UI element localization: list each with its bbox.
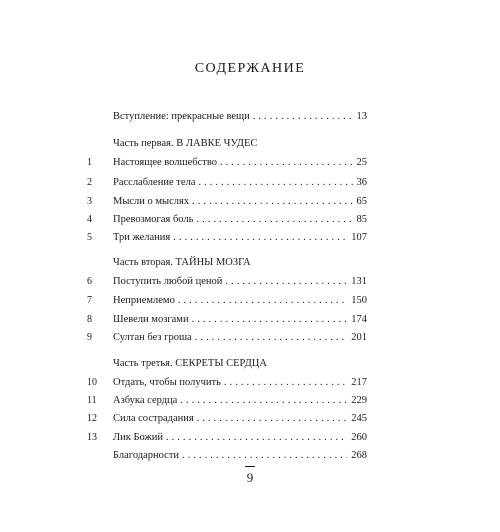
entry-label: Султан без гроша bbox=[113, 332, 192, 343]
part-heading-3: Часть третья. СЕКРЕТЫ СЕРДЦА bbox=[113, 358, 267, 369]
chapter-number: 11 bbox=[87, 395, 97, 406]
entry-label: Вступление: прекрасные вещи bbox=[113, 111, 250, 122]
toc-entry[interactable] bbox=[87, 156, 367, 170]
entry-label: Азбука сердца bbox=[113, 395, 178, 406]
part-heading-2: Часть вторая. ТАЙНЫ МОЗГА bbox=[113, 257, 251, 268]
toc-entry[interactable] bbox=[87, 431, 367, 445]
entry-page: 201 bbox=[351, 332, 367, 343]
dot-leader bbox=[192, 195, 352, 209]
entry-page: 245 bbox=[351, 413, 367, 424]
entry-page: 107 bbox=[351, 232, 367, 243]
toc-entry[interactable] bbox=[87, 275, 367, 289]
toc-entry[interactable] bbox=[87, 231, 367, 245]
entry-page: 25 bbox=[356, 157, 367, 168]
page-title: СОДЕРЖАНИЕ bbox=[194, 61, 306, 76]
dot-leader bbox=[166, 431, 347, 445]
chapter-number: 5 bbox=[87, 232, 92, 243]
entry-page: 85 bbox=[356, 214, 367, 225]
dot-leader bbox=[253, 110, 353, 124]
dot-leader bbox=[196, 213, 352, 227]
chapter-number: 1 bbox=[87, 157, 92, 168]
entry-page: 174 bbox=[351, 314, 367, 325]
chapter-number: 12 bbox=[87, 413, 97, 424]
dot-leader bbox=[192, 313, 348, 327]
toc-entry[interactable] bbox=[87, 195, 367, 209]
chapter-number: 10 bbox=[87, 377, 97, 388]
entry-page: 260 bbox=[351, 432, 367, 443]
toc-entry-thanks[interactable] bbox=[113, 449, 367, 463]
folio-dash bbox=[245, 466, 255, 467]
entry-label: Три желания bbox=[113, 232, 171, 243]
dot-leader bbox=[178, 294, 347, 308]
part-heading-1: Часть первая. В ЛАВКЕ ЧУДЕС bbox=[113, 138, 258, 149]
entry-label: Отдать, чтобы получить bbox=[113, 377, 221, 388]
entry-page: 229 bbox=[351, 395, 367, 406]
toc-entry[interactable] bbox=[87, 213, 367, 227]
dot-leader bbox=[220, 156, 353, 170]
toc-entry[interactable] bbox=[87, 313, 367, 327]
dot-leader bbox=[197, 412, 348, 426]
dot-leader bbox=[180, 394, 347, 408]
chapter-number: 3 bbox=[87, 196, 92, 207]
chapter-number: 13 bbox=[87, 432, 97, 443]
page-number: 9 bbox=[246, 470, 254, 485]
toc-entry[interactable] bbox=[87, 331, 367, 345]
entry-page: 217 bbox=[351, 377, 367, 388]
entry-label: Превозмогая боль bbox=[113, 214, 194, 225]
chapter-number: 2 bbox=[87, 177, 92, 188]
dot-leader bbox=[225, 275, 347, 289]
chapter-number: 7 bbox=[87, 295, 92, 306]
entry-page: 13 bbox=[356, 111, 367, 122]
toc-entry-intro[interactable] bbox=[113, 110, 367, 124]
entry-label: Неприемлемо bbox=[113, 295, 175, 306]
entry-label: Сила сострадания bbox=[113, 413, 194, 424]
entry-page: 65 bbox=[356, 196, 367, 207]
entry-label: Расслабление тела bbox=[113, 177, 196, 188]
chapter-number: 6 bbox=[87, 276, 92, 287]
entry-label: Мысли о мыслях bbox=[113, 196, 190, 207]
toc-entry[interactable] bbox=[87, 412, 367, 426]
toc-entry[interactable] bbox=[87, 176, 367, 190]
chapter-number: 8 bbox=[87, 314, 92, 325]
toc-entry[interactable] bbox=[87, 376, 367, 390]
entry-page: 268 bbox=[351, 450, 367, 461]
entry-label: Лик Божий bbox=[113, 432, 163, 443]
entry-label: Настоящее волшебство bbox=[113, 157, 217, 168]
entry-label: Шевели мозгами bbox=[113, 314, 189, 325]
entry-label: Поступить любой ценой bbox=[113, 276, 223, 287]
entry-label: Благодарности bbox=[113, 450, 180, 461]
chapter-number: 4 bbox=[87, 214, 92, 225]
dot-leader bbox=[195, 331, 348, 345]
entry-page: 36 bbox=[356, 177, 367, 188]
toc-entry[interactable] bbox=[87, 394, 367, 408]
dot-leader bbox=[173, 231, 347, 245]
chapter-number: 9 bbox=[87, 332, 92, 343]
dot-leader bbox=[224, 376, 347, 390]
dot-leader bbox=[182, 449, 347, 463]
toc-entry[interactable] bbox=[87, 294, 367, 308]
entry-page: 150 bbox=[351, 295, 367, 306]
dot-leader bbox=[198, 176, 352, 190]
entry-page: 131 bbox=[351, 276, 367, 287]
